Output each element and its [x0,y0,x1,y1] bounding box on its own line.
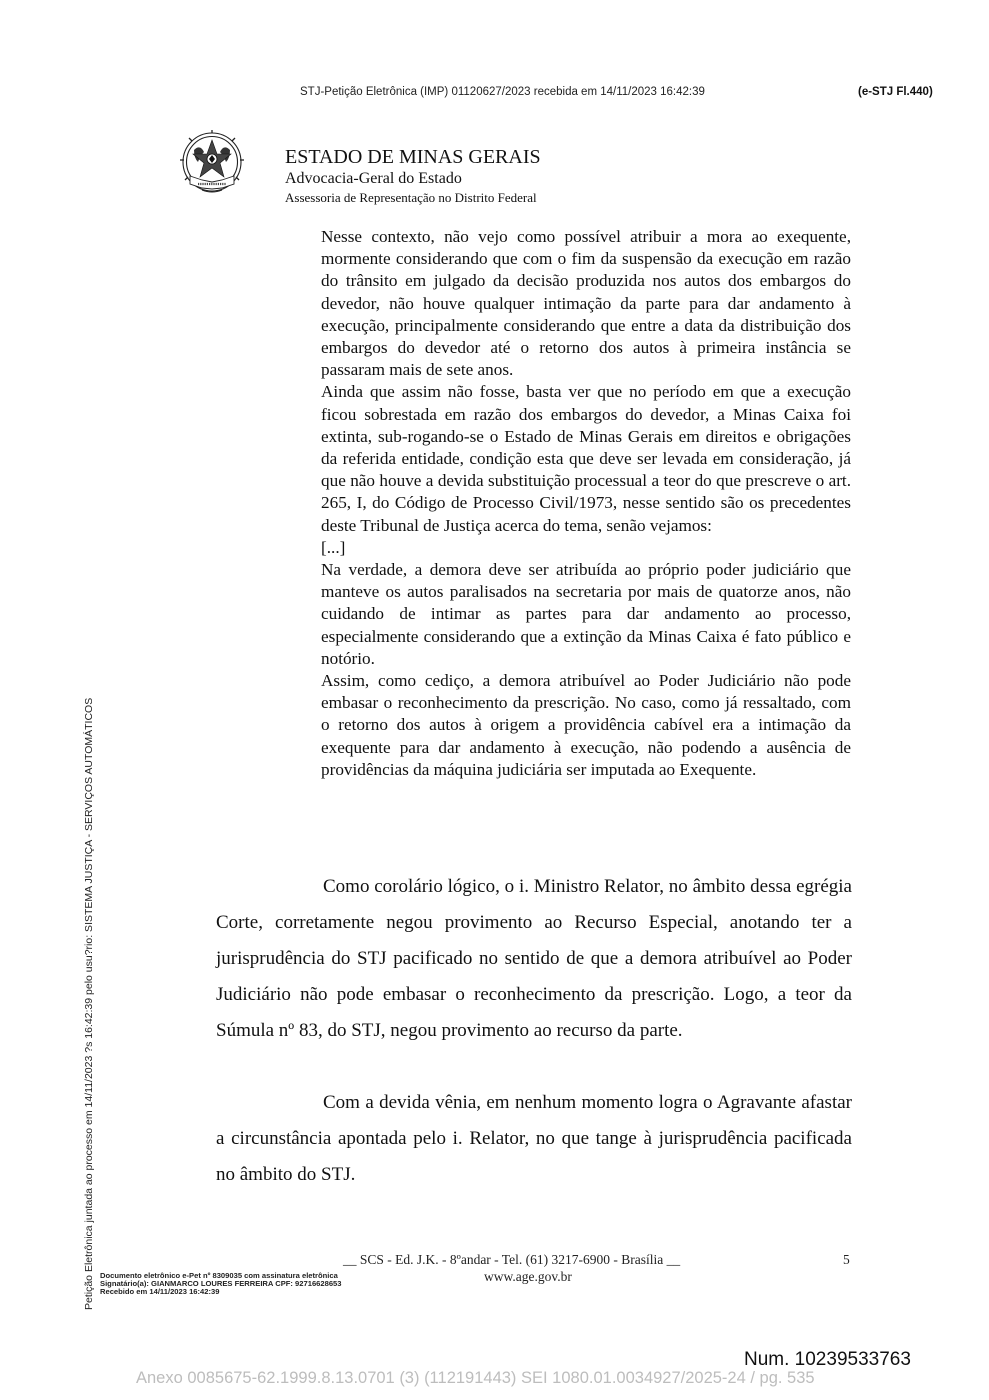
side-filing-stamp: Petição Eletrônica juntada ao processo em 14/11/2023 ?s 16:42:39 pelo usu?rio: SISTEMA JUSTIÇA - SERVIÇOS AUTOMÁTICOS [83,697,95,1310]
coat-of-arms-icon [180,130,244,196]
signature-line: Documento eletrônico e-Pet nº 8309035 com assinatura eletrônica [100,1271,338,1280]
signature-line: Signatário(a): GIANMARCO LOURES FERREIRA CPF: 92716628653 [100,1279,342,1288]
quoted-decision [321,226,851,781]
organization-name: ESTADO DE MINAS GERAIS [285,146,541,168]
footer-address: __ SCS - Ed. J.K. - 8ºandar - Tel. (61) 3217-6900 - Brasília __ [343,1252,681,1267]
petition-stamp: STJ-Petição Eletrônica (IMP) 01120627/2023 recebida em 14/11/2023 16:42:39 [300,86,705,98]
signature-line: Recebido em 14/11/2023 16:42:39 [100,1287,220,1296]
footer-website: www.age.gov.br [484,1269,572,1284]
annex-footer: Anexo 0085675-62.1999.8.13.0701 (3) (112191443) SEI 1080.01.0034927/2025-24 / pg. 535 [136,1369,815,1387]
quote-paragraph: Nesse contexto, não vejo como possível atribuir a mora ao exequente, mormente considerando que com o fim da suspensão da execução em razão do trânsito em julgado da decisão produzida nos autos dos embargos do devedor, não houve qualquer intimação da parte para dar andamento à execução, principalmente considerando que entre a data da distribuição dos embargos do devedor até o retorno dos autos à primeira instância se passaram mais de sete anos. [321,227,851,380]
page-number: 5 [843,1252,850,1267]
quote-ellipsis: [...] [321,537,346,557]
body-paragraph: Com a devida vênia, em nenhum momento logra o Agravante afastar a circunstância apontada pelo i. Relator, no que tange à jurisprudência pacificada no âmbito do STJ. [216,1092,852,1185]
document-number: Num. 10239533763 [744,1349,911,1370]
quote-paragraph: Ainda que assim não fosse, basta ver que no período em que a execução ficou sobrestada em razão dos embargos do devedor, a Minas Caixa foi extinta, sub-rogando-se o Estado de Minas Gerais em direitos e obrigações da referida entidade, condição esta que deve ser levada em consideração, já que não houve a devida substituição processual a teor do que prescreve o art. 265, I, do Código de Processo Civil/1973, nesse sentido são os precedentes deste Tribunal de Justiça acerca do tema, senão vejamos: [321,382,851,535]
organization-department: Advocacia-Geral do Estado [285,170,462,187]
organization-subdivision: Assessoria de Representação no Distrito Federal [285,190,537,205]
quote-paragraph: Na verdade, a demora deve ser atribuída ao próprio poder judiciário que manteve os autos paralisados na secretaria por mais de quatorze anos, não cuidando de intimar as partes para dar andamento ao processo, especialmente considerando que a extinção da Minas Caixa é fato público e notório. [321,560,851,668]
page-reference: (e-STJ Fl.440) [858,86,933,98]
quote-paragraph: Assim, como cediço, a demora atribuível ao Poder Judiciário não pode embasar o reconhecimento da prescrição. No caso, como já ressaltado, com o retorno dos autos à origem a providência cabível era a intimação da exequente para dar andamento à execução, não podendo a ausência de providências da máquina judiciária ser imputada ao Exequente. [321,671,851,779]
electronic-signature-block [100,1272,342,1296]
body-paragraph: Como corolário lógico, o i. Ministro Relator, no âmbito dessa egrégia Corte, corretamente negou provimento ao Recurso Especial, anotando ter a jurisprudência do STJ pacificado no sentido de que a demora atribuível ao Poder Judiciário não pode embasar o reconhecimento da prescrição. Logo, a teor da Súmula nº 83, do STJ, negou provimento ao recurso da parte. [216,876,852,1041]
